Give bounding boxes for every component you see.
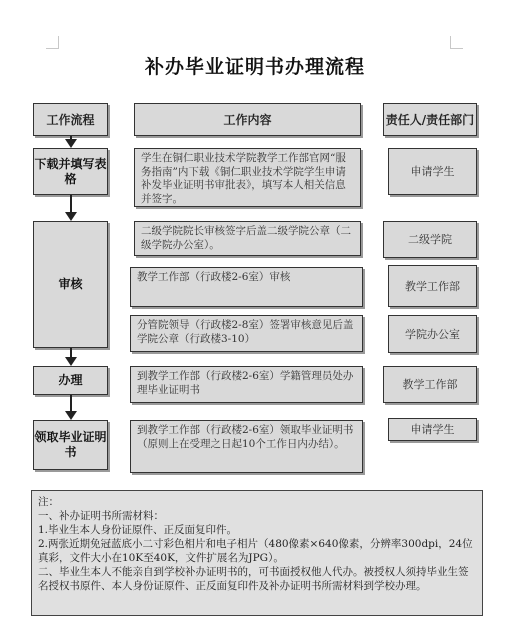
arrow-down-icon <box>65 357 77 366</box>
step-review: 审核 <box>33 221 108 348</box>
notes-line: 1.毕业生本人身份证原件、正反面复印件。 <box>38 524 238 536</box>
owner-applicant-2: 申请学生 <box>388 418 477 441</box>
arrow-down-icon <box>65 139 77 148</box>
header-owner: 责任人/责任部门 <box>383 103 477 136</box>
step-process: 办理 <box>33 366 108 395</box>
crop-mark-top-left <box>46 36 59 49</box>
content-college-review: 二级学院院长审核签字后盖二级学院公章（二级学院办公室）。 <box>134 221 361 256</box>
notes-heading: 注： <box>38 496 59 508</box>
header-flow: 工作流程 <box>33 103 108 136</box>
owner-academic-dept: 教学工作部 <box>388 265 477 307</box>
header-content: 工作内容 <box>134 103 361 136</box>
owner-applicant: 申请学生 <box>388 148 477 195</box>
owner-college-office: 学院办公室 <box>388 315 477 353</box>
step-download-form: 下载并填写表格 <box>33 148 108 195</box>
content-academic-review: 教学工作部（行政楼2-6室）审核 <box>130 267 363 307</box>
step-collect: 领取毕业证明书 <box>33 420 108 470</box>
content-process: 到教学工作部（行政楼2-6室）学籍管理员处办理毕业证明书 <box>130 366 363 403</box>
connector-line <box>70 395 72 412</box>
notes-line: 二、毕业生本人不能亲自到学校补办证明书的，可书面授权他人代办。被授权人须持毕业生签名授权书原件、本人身份证原件、正反面复印件及补办证明书所需材料到学校办理。 <box>38 566 469 592</box>
connector-line <box>70 195 72 213</box>
page-title: 补办毕业证明书办理流程 <box>144 56 365 78</box>
owner-secondary-college: 二级学院 <box>383 221 477 258</box>
content-leader-approval: 分管院领导（行政楼2-8室）签署审核意见后盖学院公章（行政楼3-10） <box>130 315 363 352</box>
notes-box <box>31 490 483 616</box>
crop-mark-top-right <box>450 36 463 49</box>
owner-academic-dept-2: 教学工作部 <box>383 366 477 403</box>
arrow-down-icon <box>65 411 77 420</box>
content-collect: 到教学工作部（行政楼2-6室）领取毕业证明书（原则上在受理之日起10个工作日内办结）。 <box>130 420 363 473</box>
notes-line: 2.两张近期免冠蓝底小二寸彩色相片和电子相片（480像素×640像素，分辨率300dpi，24位真彩，文件大小在10K至40K，文件扩展名为JPG）。 <box>38 538 473 564</box>
content-download-form: 学生在铜仁职业技术学院教学工作部官网“服务指南”内下载《铜仁职业技术学院学生申请补发毕业证明书审批表》，填写本人相关信息并签字。 <box>134 148 361 207</box>
arrow-down-icon <box>65 212 77 221</box>
notes-line: 一、补办证明书所需材料： <box>38 510 164 522</box>
